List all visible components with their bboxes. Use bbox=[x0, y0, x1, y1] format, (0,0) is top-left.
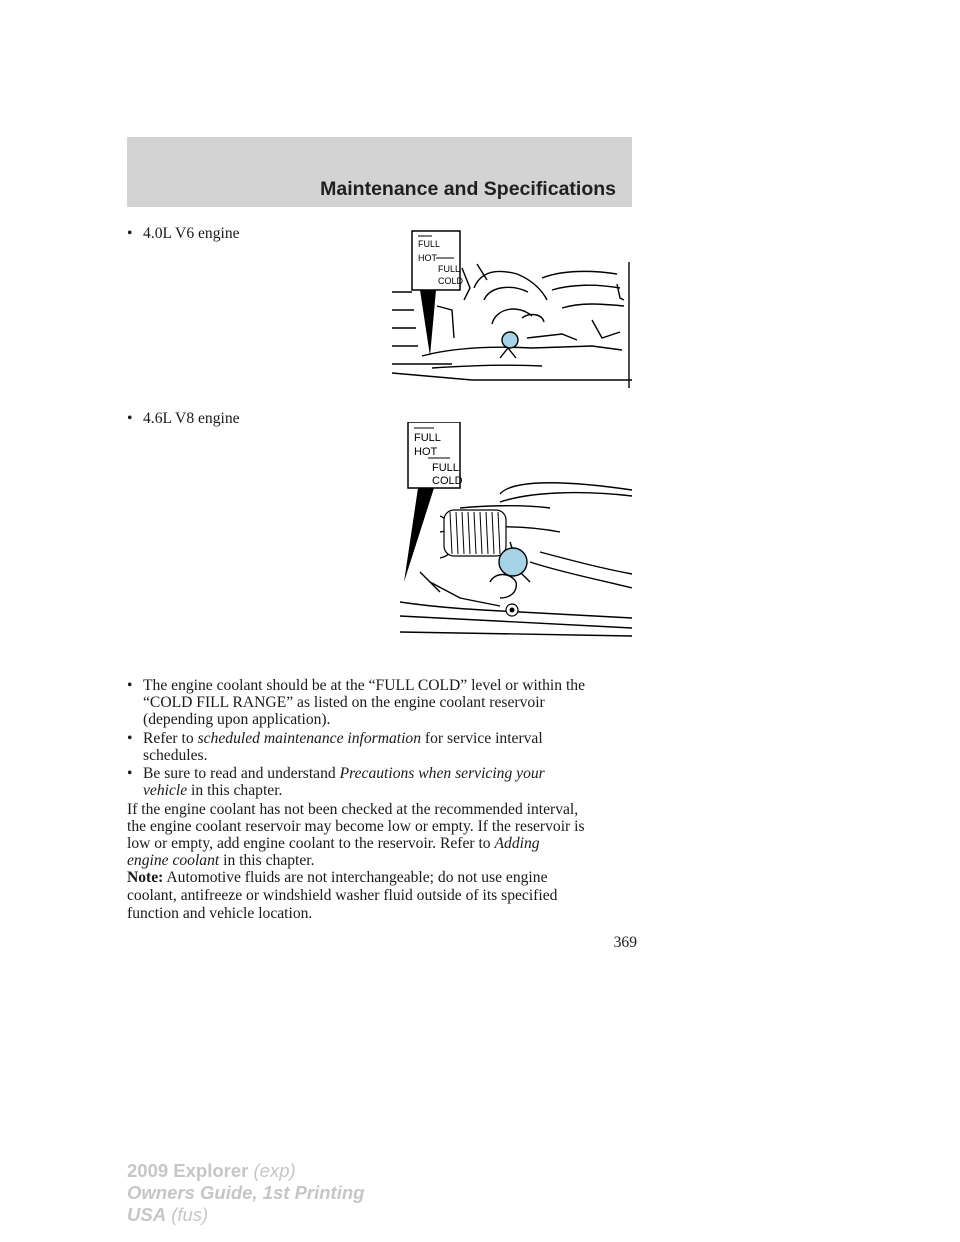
v8-label-full-hot-line2: HOT bbox=[414, 446, 438, 458]
note-label: Note: bbox=[127, 869, 164, 886]
section-title: Maintenance and Specifications bbox=[320, 178, 616, 200]
footer-model: 2009 Explorer bbox=[127, 1160, 249, 1181]
cross-reference: Adding bbox=[494, 835, 540, 852]
text-line bbox=[127, 835, 637, 852]
bullet-dot: • bbox=[127, 677, 133, 694]
text-run: in this chapter. bbox=[187, 782, 283, 799]
reservoir-cap-icon bbox=[502, 332, 518, 348]
text-line: function and vehicle location. bbox=[127, 905, 313, 922]
footer-line-3 bbox=[127, 1204, 364, 1226]
v8-coolant-reservoir-illustration bbox=[400, 422, 634, 638]
text-run: for service interval bbox=[421, 730, 543, 747]
cross-reference: vehicle bbox=[143, 782, 188, 799]
bolt-center-icon bbox=[510, 608, 515, 613]
text-line bbox=[143, 730, 643, 747]
body-paragraph bbox=[127, 801, 637, 869]
bullet-dot: • bbox=[127, 765, 133, 782]
v8-label-full-cold-line1: FULL bbox=[432, 462, 459, 474]
bullet-v6-label: 4.0L V6 engine bbox=[143, 225, 240, 242]
bullet-dot: • bbox=[127, 225, 133, 242]
footer-line-1 bbox=[127, 1160, 364, 1182]
v6-coolant-reservoir-illustration bbox=[392, 228, 634, 388]
bullet-dot: • bbox=[127, 730, 133, 747]
v8-label-full-cold-line2: COLD bbox=[432, 475, 463, 487]
text-line bbox=[143, 782, 643, 799]
text-line: the engine coolant reservoir may become low or empty. If the reservoir is bbox=[127, 818, 585, 835]
text-run: low or empty, add engine coolant to the reservoir. Refer to bbox=[127, 835, 495, 852]
page-number: 369 bbox=[613, 934, 637, 951]
text-line: The engine coolant should be at the “FULL COLD” level or within the bbox=[143, 677, 585, 694]
cross-reference: scheduled maintenance information bbox=[197, 730, 422, 747]
text-line bbox=[143, 765, 643, 782]
bullet-precautions-text bbox=[143, 765, 643, 799]
text-line: “COLD FILL RANGE” as listed on the engine coolant reservoir bbox=[143, 694, 545, 711]
text-line: If the engine coolant has not been checked at the recommended interval, bbox=[127, 801, 579, 818]
bullet-coolant-level-text bbox=[143, 677, 643, 728]
note-paragraph bbox=[127, 869, 637, 923]
footer-line-2: Owners Guide, 1st Printing bbox=[127, 1182, 365, 1203]
text-line bbox=[127, 869, 637, 887]
text-line bbox=[127, 852, 637, 869]
text-run: Be sure to read and understand bbox=[143, 765, 340, 782]
bullet-dot: • bbox=[127, 410, 133, 427]
section-header-band bbox=[127, 137, 632, 207]
v6-label-full-hot-line2: HOT bbox=[418, 253, 437, 263]
text-run: in this chapter. bbox=[219, 852, 315, 869]
text-line: coolant, antifreeze or windshield washer fluid outside of its specified bbox=[127, 887, 558, 904]
text-line: (depending upon application). bbox=[143, 711, 331, 728]
footer-market-code: (fus) bbox=[166, 1204, 209, 1225]
text-run: Automotive fluids are not interchangeable; do not use engine bbox=[163, 869, 548, 886]
text-run: Refer to bbox=[143, 730, 198, 747]
bullet-v8-label: 4.6L V8 engine bbox=[143, 410, 240, 427]
document-footer bbox=[127, 1160, 364, 1226]
v8-label-full-hot-line1: FULL bbox=[414, 432, 441, 444]
bullet-refer-schedule-text bbox=[143, 730, 643, 764]
v6-label-full-hot-line1: FULL bbox=[418, 239, 441, 249]
text-line: schedules. bbox=[143, 747, 208, 764]
cross-reference: Precautions when servicing your bbox=[339, 765, 545, 782]
v6-label-full-cold-line1: FULL bbox=[438, 264, 461, 274]
reservoir-cap-icon bbox=[499, 548, 527, 576]
footer-model-code: (exp) bbox=[248, 1160, 296, 1181]
v6-label-full-cold-line2: COLD bbox=[438, 276, 464, 286]
footer-market: USA bbox=[127, 1204, 167, 1225]
cross-reference: engine coolant bbox=[127, 852, 220, 869]
